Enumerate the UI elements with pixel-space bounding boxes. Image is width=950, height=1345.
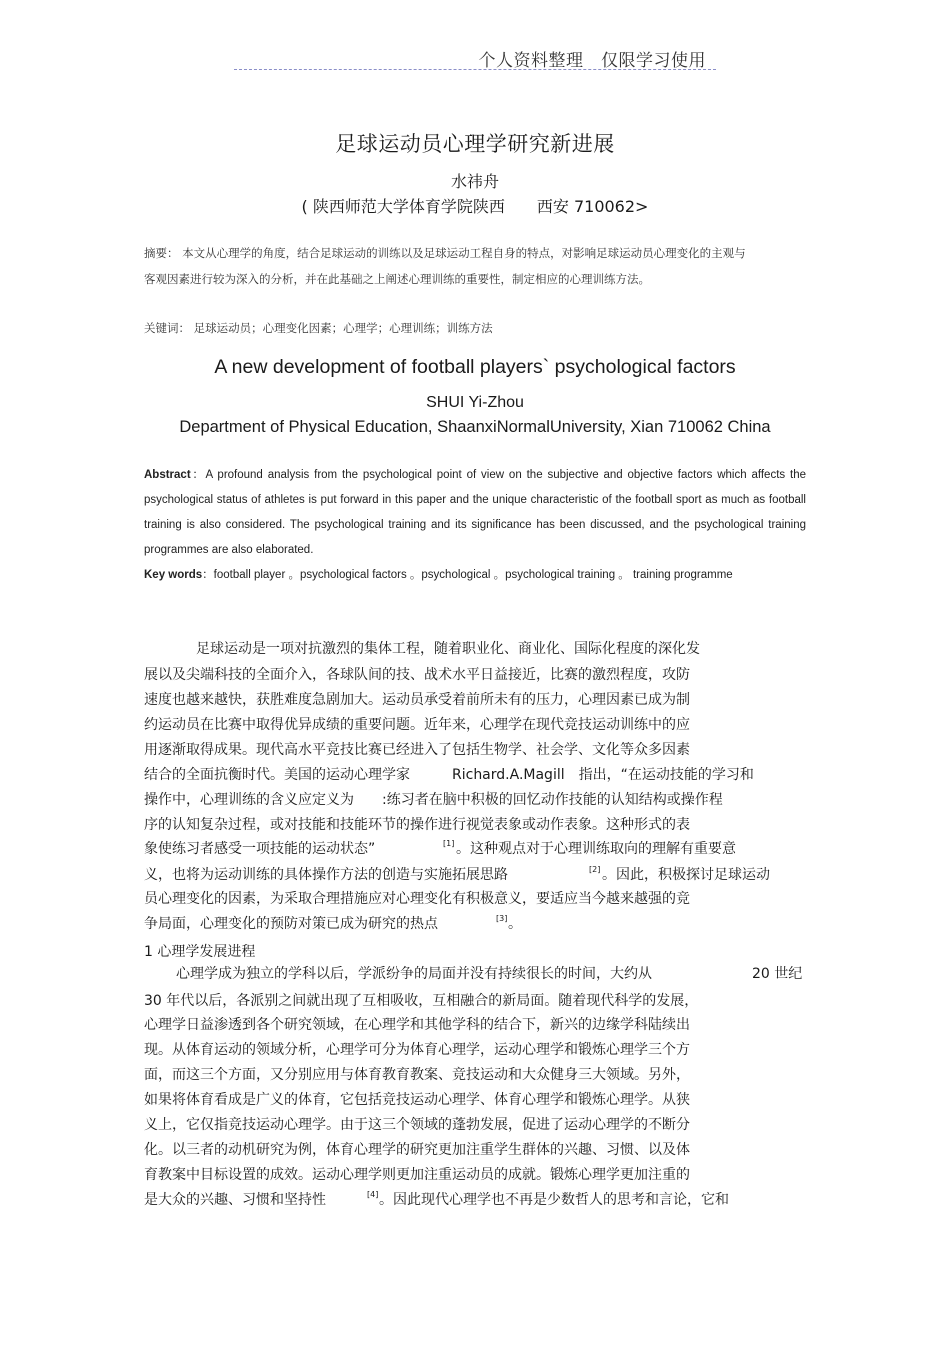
body-line: 义上，它仅指竞技运动心理学。由于这三个领域的蓬勃发展，促进了运动心理学的不断分 (144, 1117, 690, 1133)
body-line: 心理学日益渗透到各个研究领域，在心理学和其他学科的结合下，新兴的边缘学科陆续出 (144, 1017, 690, 1033)
reference-mark: [3] (496, 914, 508, 923)
abstract-en-text: ：A profound analysis from the psychological point of view on the subjective and objective factors which affects the psychological status of athletes is put forward in this paper and the unique characteristic of the football sport as much as football training is also considered. The psychological training and its significance has been discussed, and the psychological training programmes are also elaborated. (144, 469, 806, 556)
body-line: 心理学成为独立的学科以后，学派纷争的局面并没有持续很长的时间，大约从 (176, 966, 652, 982)
affiliation-cn: ( 陕西师范大学体育学院陕西 西安 710062> (301, 197, 649, 216)
author-en: SHUI Yi-Zhou (426, 394, 524, 411)
body-line: 20 世纪 (752, 966, 803, 982)
body-line: 如果将体育看成是广义的体育，它包括竞技运动心理学、体育心理学和锻炼心理学。从狭 (144, 1092, 690, 1108)
body-line: 义，也将为运动训练的具体操作方法的创造与实施拓展思路 (144, 867, 508, 883)
body-line: 展以及尖端科技的全面介入，各球队间的技、战术水平日益接近，比赛的激烈程度，攻防 (144, 667, 690, 683)
body-line: 30 年代以后，各派别之间就出现了互相吸收，互相融合的新局面。随着现代科学的发展， (144, 993, 699, 1009)
keywords-en-text: ：football player 。psychological factors 。psychological 。psychological training 。 training programme (202, 569, 733, 581)
body-line: 操作中，心理训练的含义应定义为 :练习者在脑中积极的回忆动作技能的认知结构或操作程 (144, 792, 723, 808)
author-cn: 水祎舟 (450, 172, 499, 191)
keywords-en-label: Key words (144, 569, 203, 581)
body-line: 速度也越来越快，获胜难度急剧加大。运动员承受着前所未有的压力，心理因素已成为制 (144, 692, 690, 708)
body-line: 。这种观点对于心理训练取向的理解有重要意 (456, 841, 736, 857)
body-line: 现。从体育运动的领域分析，心理学可分为体育心理学，运动心理学和锻炼心理学三个方 (144, 1042, 690, 1058)
body-line: 结合的全面抗衡时代。美国的运动心理学家 Richard.A.Magill 指出，“在运动技能的学习和 (144, 767, 754, 783)
body-line: 员心理变化的因素，为采取合理措施应对心理变化有积极意义，要适应当今越来越强的竞 (144, 891, 690, 907)
body-line: 争局面，心理变化的预防对策已成为研究的热点 (144, 916, 438, 932)
body-line: 。 (508, 916, 522, 932)
title-cn: 足球运动员心理学研究新进展 (335, 132, 615, 156)
body-line: 育教案中目标设置的成效。运动心理学则更加注重运动员的成就。锻炼心理学更加注重的 (144, 1167, 690, 1183)
reference-mark: [2] (589, 865, 601, 874)
keywords-cn: 关键词： 足球运动员；心理变化因素；心理学；心理训练；训练方法 (144, 321, 493, 335)
body-line: 用逐渐取得成果。现代高水平竞技比赛已经进入了包括生物学、社会学、文化等众多因素 (144, 742, 690, 758)
body-line: 面，而这三个方面，又分别应用与体育教育教案、竞技运动和大众健身三大领域。另外， (144, 1067, 690, 1083)
page-header: 个人资料整理 仅限学习使用 (478, 51, 706, 71)
body-line: 象使练习者感受一项技能的运动状态” (144, 841, 376, 857)
body-line: 。因此现代心理学也不再是少数哲人的思考和言论，它和 (379, 1192, 729, 1208)
abstract-en-label: Abstract (144, 469, 191, 481)
reference-mark: [4] (367, 1190, 379, 1199)
body-line: 序的认知复杂过程，或对技能和技能环节的操作进行视觉表象或动作表象。这种形式的表 (144, 817, 690, 833)
title-en: A new development of football players` psychological factors (214, 356, 736, 378)
body-line: 。因此，积极探讨足球运动 (602, 867, 770, 883)
section-heading: 1 心理学发展进程 (144, 944, 256, 960)
body-line: 约运动员在比赛中取得优异成绩的重要问题。近年来，心理学在现代竞技运动训练中的应 (144, 717, 690, 733)
body-line: 化。以三者的动机研究为例，体育心理学的研究更加注重学生群体的兴趣、习惯、以及体 (144, 1142, 690, 1158)
affiliation-en: Department of Physical Education, ShaanxiNormalUniversity, Xian 710062 China (179, 418, 771, 436)
body-line: 是大众的兴趣、习惯和坚持性 (144, 1192, 326, 1208)
reference-mark: [1] (443, 839, 455, 848)
abstract-cn: 摘要： 本文从心理学的角度，结合足球运动的训练以及足球运动工程自身的特点，对影响足球运动员心理变化的主观与客观因素进行较为深入的分析，并在此基础之上阐述心理训练的重要性，制定相应的心理训练方法。 (144, 246, 746, 286)
body-line: 足球运动是一项对抗激烈的集体工程，随着职业化、商业化、国际化程度的深化发 (196, 641, 700, 657)
